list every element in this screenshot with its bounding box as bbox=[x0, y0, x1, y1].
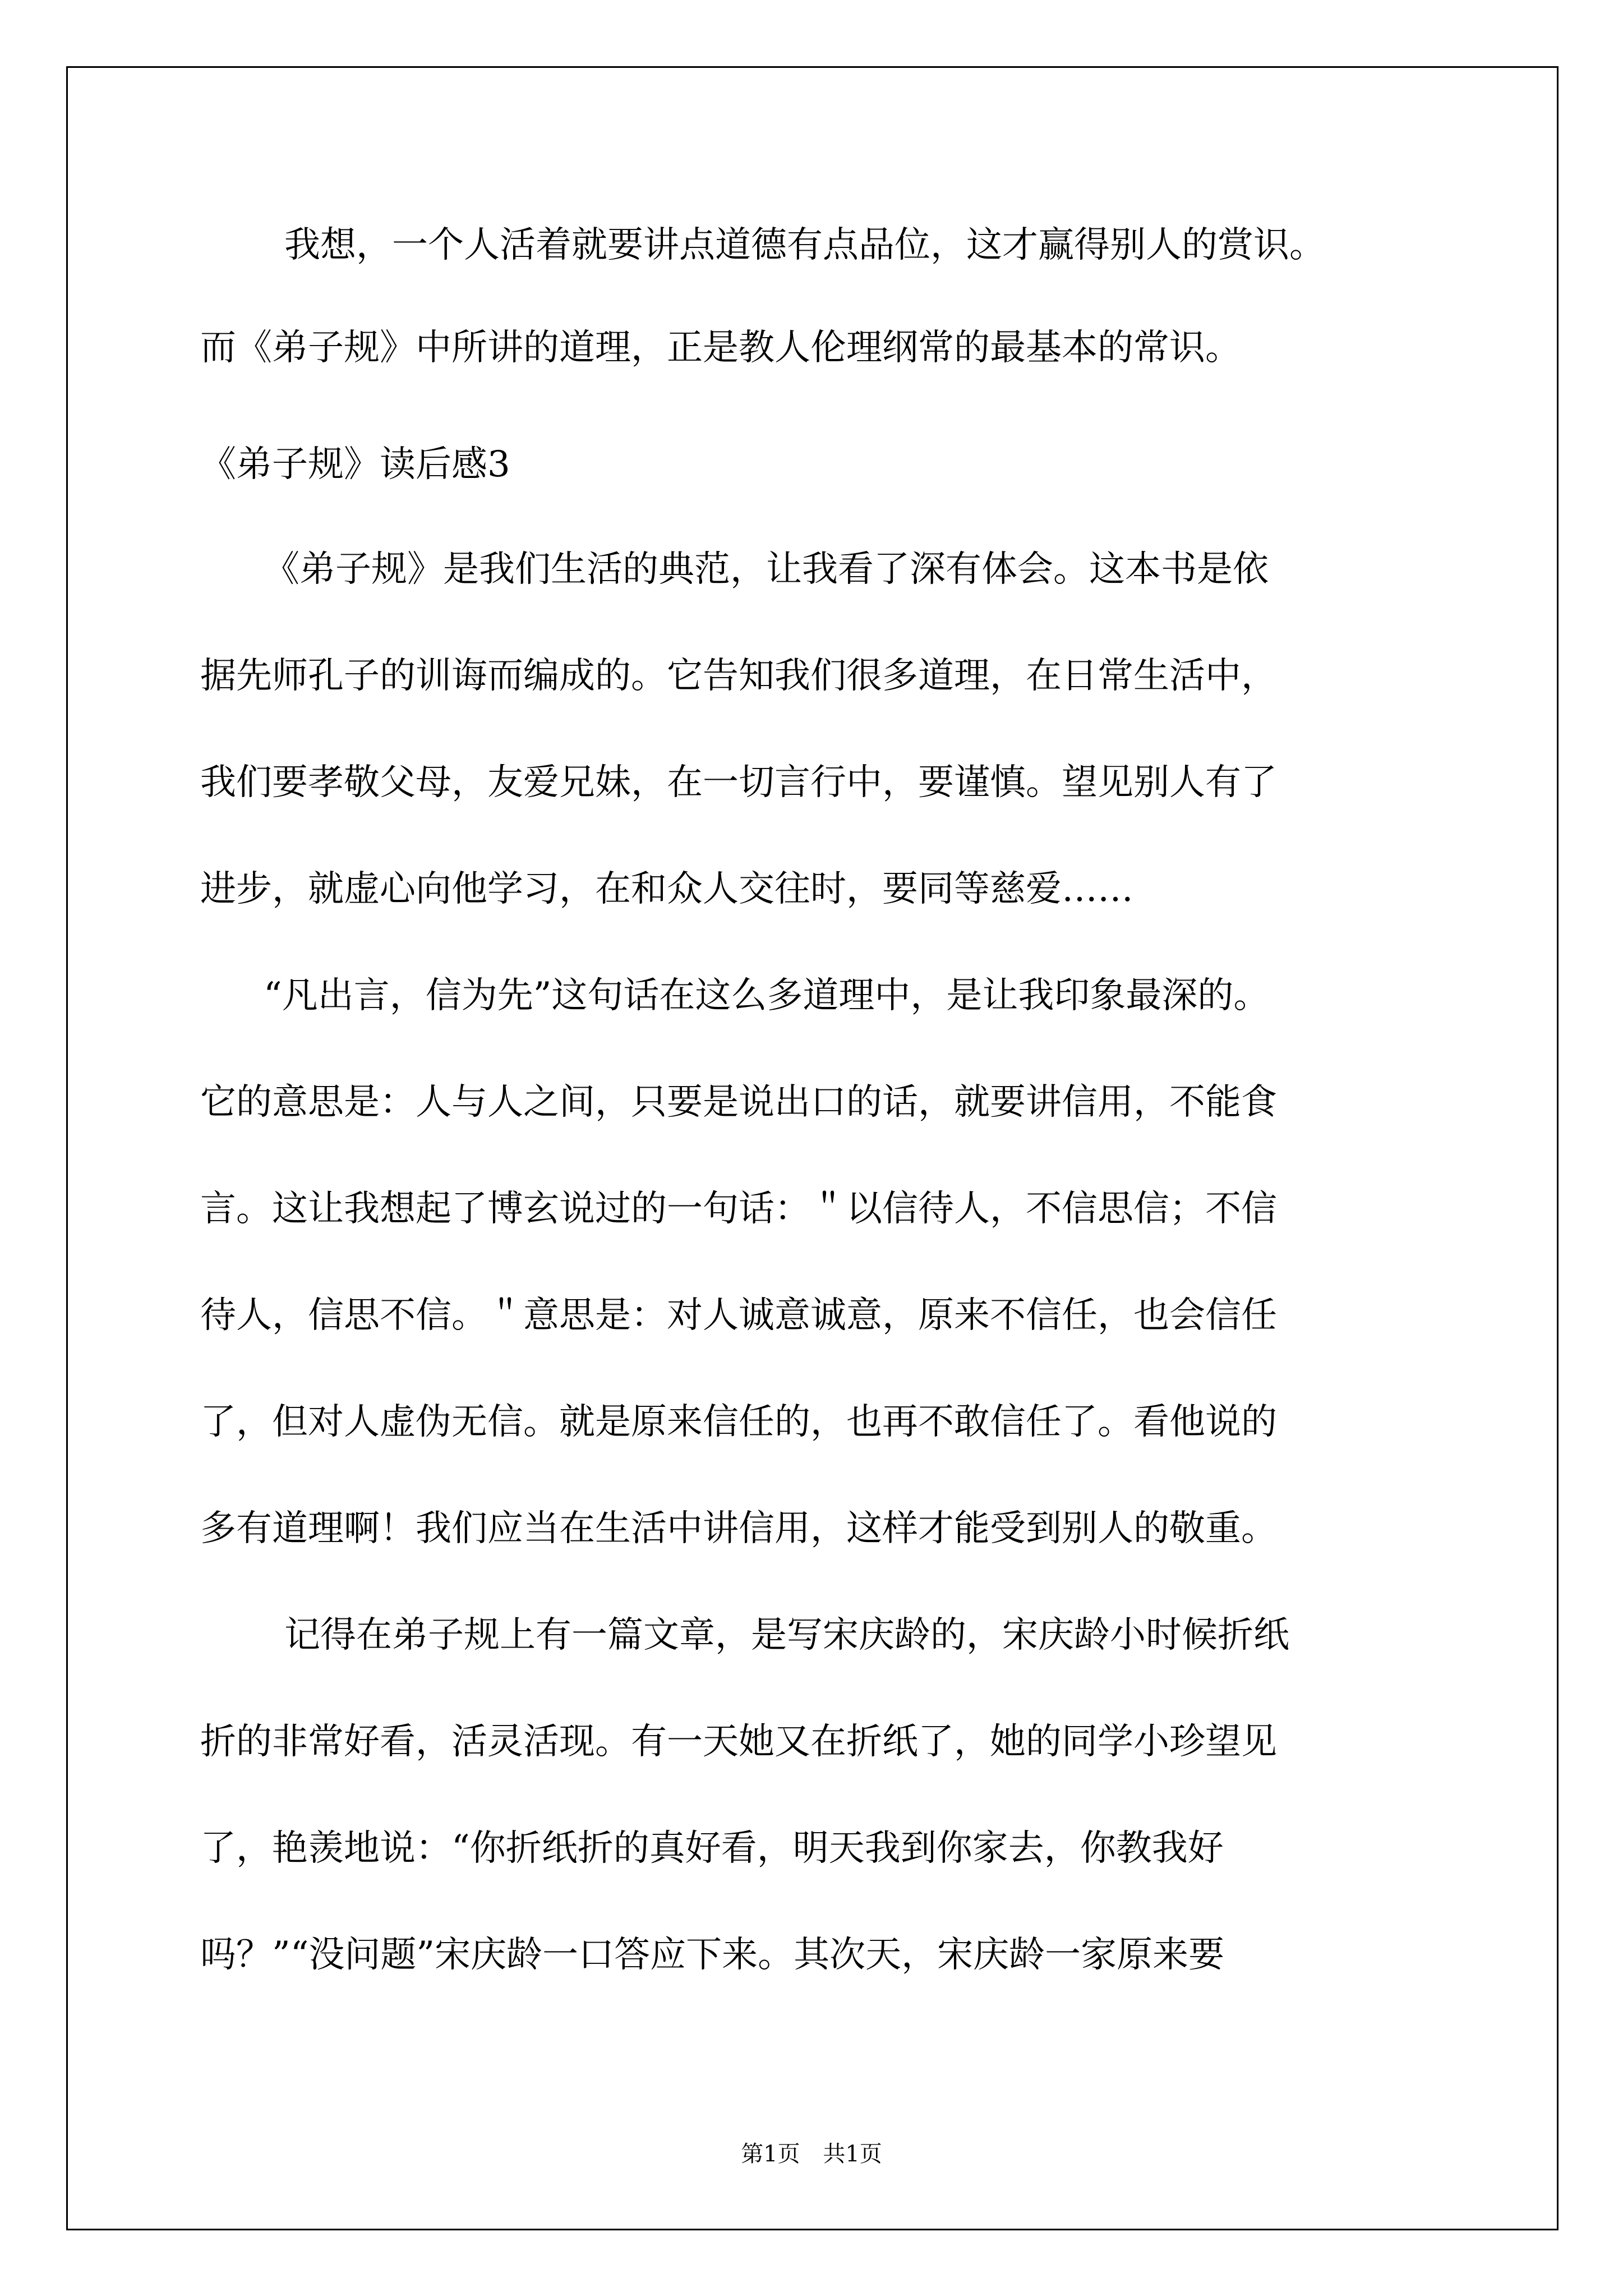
section-heading: 《弟子规》读后感3 bbox=[200, 444, 510, 485]
page-footer bbox=[0, 2136, 1623, 2168]
page-total: 共1页 bbox=[823, 2141, 882, 2167]
paragraph-line-15: 了，艳羡地说：“你折纸折的真好看，明天我到你家去，你教我好 bbox=[200, 1828, 1224, 1869]
paragraph-line-10: 待人，信思不信。＂意思是：对人诚意诚意，原来不信任，也会信任 bbox=[200, 1295, 1277, 1336]
paragraph-line-5: 我们要孝敬父母，友爱兄妹，在一切言行中，要谨慎。望见别人有了 bbox=[200, 762, 1277, 803]
paragraph-line-12: 多有道理啊！我们应当在生活中讲信用，这样才能受到别人的敬重。 bbox=[200, 1508, 1277, 1549]
paragraph-line-8: 它的意思是：人与人之间，只要是说出口的话，就要讲信用，不能食 bbox=[200, 1082, 1277, 1123]
page-border bbox=[66, 66, 1559, 2230]
paragraph-line-6: 进步，就虚心向他学习，在和众人交往时，要同等慈爱…… bbox=[200, 868, 1133, 910]
paragraph-line-7: “凡出言，信为先”这句话在这么多道理中，是让我印象最深的。 bbox=[264, 975, 1270, 1016]
paragraph-line-13: 记得在弟子规上有一篇文章，是写宋庆龄的，宋庆龄小时候折纸 bbox=[284, 1614, 1289, 1656]
paragraph-line-16: 吗？”“没问题”宋庆龄一口答应下来。其次天，宋庆龄一家原来要 bbox=[200, 1934, 1225, 1976]
paragraph-line-14: 折的非常好看，活灵活现。有一天她又在折纸了，她的同学小珍望见 bbox=[200, 1721, 1277, 1763]
paragraph-line-3: 《弟子规》是我们生活的典范，让我看了深有体会。这本书是依 bbox=[264, 549, 1269, 590]
paragraph-line-2: 而《弟子规》中所讲的道理，正是教人伦理纲常的最基本的常识。 bbox=[200, 327, 1241, 369]
paragraph-line-11: 了，但对人虚伪无信。就是原来信任的，也再不敢信任了。看他说的 bbox=[200, 1401, 1277, 1443]
paragraph-line-1: 我想，一个人活着就要讲点道德有点品位，这才赢得别人的赏识。 bbox=[284, 224, 1325, 266]
page-number: 第1页 bbox=[741, 2141, 800, 2167]
paragraph-line-4: 据先师孔子的训诲而编成的。它告知我们很多道理，在日常生活中， bbox=[200, 655, 1277, 697]
paragraph-line-9: 言。这让我想起了博玄说过的一句话：＂以信待人，不信思信；不信 bbox=[200, 1188, 1277, 1230]
